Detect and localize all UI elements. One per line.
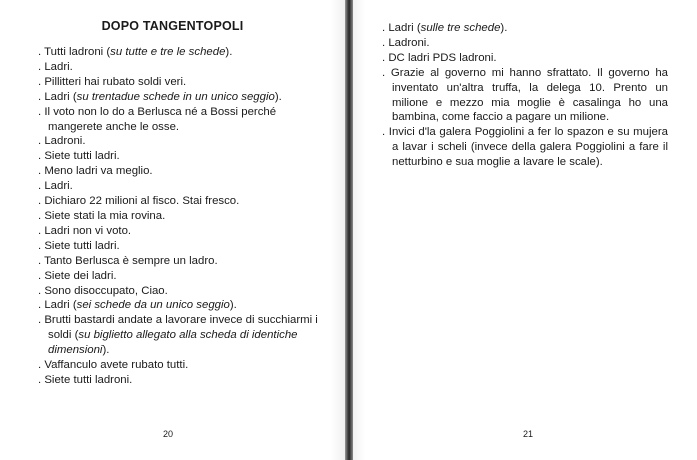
- comment-text: . Brutti bastardi andate a lavorare invece di succhiarmi i soldi (: [38, 314, 318, 342]
- comment-text: . Ladri.: [38, 180, 73, 193]
- page-number-right: 21: [523, 429, 534, 439]
- comment-text: . Ladri (: [38, 299, 77, 312]
- comment-text: . Siete tutti ladroni.: [38, 373, 133, 386]
- vote-comment-entry: [38, 269, 320, 284]
- vote-comment-entry: [382, 125, 668, 170]
- right-entry-list: [382, 21, 668, 170]
- page-number-left: 20: [163, 429, 174, 439]
- book-gutter: [345, 0, 353, 460]
- vote-comment-entry: [38, 209, 320, 224]
- vote-comment-entry: [38, 298, 320, 313]
- comment-text: ).: [229, 299, 237, 312]
- vote-comment-entry: [38, 90, 320, 105]
- vote-comment-entry: [38, 284, 320, 299]
- comment-text: . Siete tutti ladri.: [38, 150, 120, 163]
- editorial-note: su tutte e tre le schede: [110, 46, 226, 58]
- comment-text: . Ladri (: [382, 22, 421, 34]
- vote-comment-entry: [38, 358, 320, 373]
- left-entry-list: [38, 45, 320, 388]
- comment-text: ).: [102, 344, 110, 357]
- comment-text: ).: [225, 46, 233, 58]
- vote-comment-entry: [38, 105, 320, 135]
- comment-text: . Siete tutti ladri.: [38, 239, 120, 252]
- comment-text: . Dichiaro 22 milioni al fisco. Stai fresco.: [38, 195, 240, 208]
- vote-comment-entry: [38, 373, 320, 388]
- comment-text: . DC ladri PDS ladroni.: [382, 51, 497, 64]
- editorial-note: su biglietto allegato alla scheda di identiche dimensioni: [48, 329, 298, 357]
- comment-text: . Sono disoccupato, Ciao.: [38, 284, 168, 297]
- editorial-note: sulle tre schede: [420, 22, 501, 34]
- vote-comment-entry: [382, 36, 668, 51]
- right-page: [353, 0, 697, 460]
- vote-comment-entry: [38, 224, 320, 239]
- comment-text: . Il voto non lo do a Berlusca né a Bossi perché mangerete anche le osse.: [38, 105, 277, 133]
- comment-text: . Tanto Berlusca è sempre un ladro.: [38, 254, 218, 267]
- vote-comment-entry: [38, 149, 320, 164]
- comment-text: ).: [274, 90, 282, 103]
- editorial-note: su trentadue schede in un unico seggio: [76, 90, 275, 103]
- comment-text: . Ladri non vi voto.: [38, 224, 132, 237]
- page-title: DOPO TANGENTOPOLI: [101, 19, 244, 33]
- comment-text: . Vaffanculo avete rubato tutti.: [38, 359, 189, 372]
- vote-comment-entry: [38, 179, 320, 194]
- vote-comment-entry: [382, 21, 668, 36]
- vote-comment-entry: [38, 164, 320, 179]
- left-page: [0, 0, 345, 460]
- gutter-shadow-left: [330, 0, 345, 460]
- comment-text: . Grazie al governo mi hanno sfrattato. Il governo ha inventato un'altra truffa, la delega 10. Prento un milione e mezzo mia moglie è casalinga ho una bambina, come faccio a pagare un milione.: [382, 66, 668, 124]
- editorial-note: sei schede da un unico seggio: [76, 299, 230, 312]
- vote-comment-entry: [38, 239, 320, 254]
- comment-text: . Ladroni.: [382, 36, 430, 49]
- comment-text: . Meno ladri va meglio.: [38, 165, 153, 178]
- vote-comment-entry: [38, 134, 320, 149]
- comment-text: . Ladroni.: [38, 135, 86, 148]
- comment-text: . Tutti ladroni (: [38, 46, 111, 58]
- vote-comment-entry: [38, 313, 320, 358]
- vote-comment-entry: [382, 51, 668, 66]
- vote-comment-entry: [38, 45, 320, 60]
- vote-comment-entry: [38, 60, 320, 75]
- vote-comment-entry: [38, 254, 320, 269]
- vote-comment-entry: [382, 66, 668, 126]
- comment-text: . Ladri (: [38, 90, 77, 103]
- comment-text: . Invici d'la galera Poggiolini a fer lo spazon e su mujera a lavar i scheli (invece della galera Poggiolini a fare il netturbino e sua moglie a lavare le scale).: [382, 126, 668, 169]
- comment-text: . Siete dei ladri.: [38, 269, 117, 282]
- vote-comment-entry: [38, 75, 320, 90]
- vote-comment-entry: [38, 194, 320, 209]
- comment-text: . Ladri.: [38, 60, 73, 73]
- comment-text: . Pillitteri hai rubato soldi veri.: [38, 75, 187, 88]
- comment-text: ).: [500, 22, 508, 34]
- comment-text: . Siete stati la mia rovina.: [38, 209, 166, 222]
